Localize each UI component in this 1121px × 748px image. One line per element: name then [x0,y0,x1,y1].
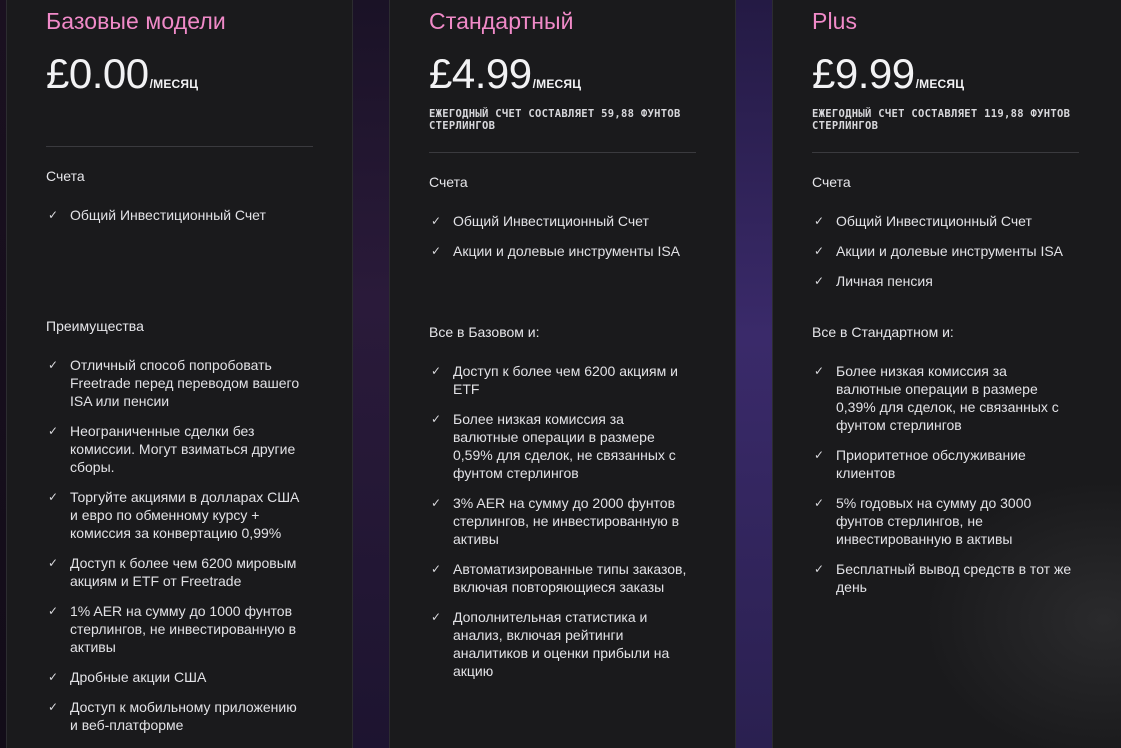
benefits-heading: Преимущества [46,318,144,334]
list-item: ✓ 3% AER на сумму до 2000 фунтов стерлингов, не инвестированную в активы [431,495,680,547]
divider [812,152,1079,153]
check-icon: ✓ [431,496,442,510]
list-item: ✓ Отличный способ попробовать Freetrade перед переводом вашего ISA или пенсии [48,357,300,409]
check-icon: ✓ [48,490,59,504]
plan-card-standard [389,0,736,748]
check-icon: ✓ [48,604,59,618]
accounts-list [812,212,1074,290]
check-icon: ✓ [48,208,59,222]
price-period: /МЕСЯЦ [532,77,582,91]
list-item: ✓ Доступ к мобильному приложению и веб-платформе [48,699,297,733]
list-item: ✓ Доступ к более чем 6200 акциям и ETF [431,363,678,397]
benefits-list [429,362,691,680]
list-item: ✓ 5% годовых на сумму до 3000 фунтов стерлингов, не инвестированную в активы [814,495,1032,547]
check-icon: ✓ [814,244,825,258]
check-icon: ✓ [48,700,59,714]
list-item: ✓ Приоритетное обслуживание клиентов [814,447,1026,481]
check-icon: ✓ [48,556,59,570]
accounts-heading: Счета [812,174,851,190]
plan-price: £0.00 [46,50,149,97]
list-item: ✓ Более низкая комиссия за валютные операции в размере 0,39% для сделок, не связанных с фунтом стерлингов [814,363,1059,433]
annual-billing-note: ЕЖЕГОДНЫЙ СЧЕТ СОСТАВЛЯЕТ 119,88 ФУНТОВ СТЕРЛИНГОВ [812,108,1071,132]
plan-card-basic [6,0,353,748]
price-period: /МЕСЯЦ [915,77,965,91]
price-row [429,50,581,98]
check-icon: ✓ [814,496,825,510]
list-item: ✓ Акции и долевые инструменты ISA [431,243,681,259]
check-icon: ✓ [48,670,59,684]
background-gap [735,0,773,748]
plan-name: Plus [812,8,858,34]
list-item: ✓ Более низкая комиссия за валютные операции в размере 0,59% для сделок, не связанных с фунтом стерлингов [431,411,676,481]
list-item: ✓ Бесплатный вывод средств в тот же день [814,561,1072,595]
annual-billing-note: ЕЖЕГОДНЫЙ СЧЕТ СОСТАВЛЯЕТ 59,88 ФУНТОВ СТЕРЛИНГОВ [429,108,681,132]
divider [46,146,313,147]
list-item: ✓ Личная пенсия [814,273,933,289]
background-gap [352,0,390,748]
check-icon: ✓ [431,562,442,576]
accounts-heading: Счета [46,168,85,184]
check-icon: ✓ [814,562,825,576]
check-icon: ✓ [48,424,59,438]
check-icon: ✓ [431,214,442,228]
check-icon: ✓ [431,412,442,426]
plan-price: £4.99 [429,50,532,97]
list-item: ✓ Дополнительная статистика и анализ, включая рейтинги аналитиков и оценки прибыли на акцию [431,609,670,679]
plan-name: Стандартный [429,8,574,34]
accounts-list [46,206,308,224]
list-item: ✓ Неограниченные сделки без комиссии. Могут взиматься другие сборы. [48,423,296,475]
check-icon: ✓ [431,610,442,624]
check-icon: ✓ [814,274,825,288]
benefits-heading: Все в Базовом и: [429,324,540,340]
list-item: ✓ Торгуйте акциями в долларах США и евро по обменному курсу + комиссия за конвертацию 0,99% [48,489,300,541]
list-item: ✓ Общий Инвестиционный Счет [814,213,1032,229]
price-row [812,50,964,98]
benefits-heading: Все в Стандартном и: [812,324,954,340]
list-item: ✓ Общий Инвестиционный Счет [431,213,649,229]
check-icon: ✓ [48,358,59,372]
check-icon: ✓ [814,214,825,228]
check-icon: ✓ [431,244,442,258]
plan-name: Базовые модели [46,8,226,34]
price-row [46,50,198,98]
check-icon: ✓ [431,364,442,378]
accounts-list [429,212,691,260]
accounts-heading: Счета [429,174,468,190]
list-item: ✓ Доступ к более чем 6200 мировым акциям и ETF от Freetrade [48,555,297,589]
benefits-list [812,362,1074,596]
list-item: ✓ Общий Инвестиционный Счет [48,207,266,223]
benefits-list [46,356,308,734]
price-period: /МЕСЯЦ [149,77,199,91]
list-item: ✓ 1% AER на сумму до 1000 фунтов стерлингов, не инвестированную в активы [48,603,297,655]
list-item: ✓ Автоматизированные типы заказов, включая повторяющиеся заказы [431,561,687,595]
check-icon: ✓ [814,364,825,378]
check-icon: ✓ [814,448,825,462]
list-item: ✓ Акции и долевые инструменты ISA [814,243,1064,259]
divider [429,152,696,153]
plan-price: £9.99 [812,50,915,97]
plan-card-plus [772,0,1121,748]
list-item: ✓ Дробные акции США [48,669,207,685]
